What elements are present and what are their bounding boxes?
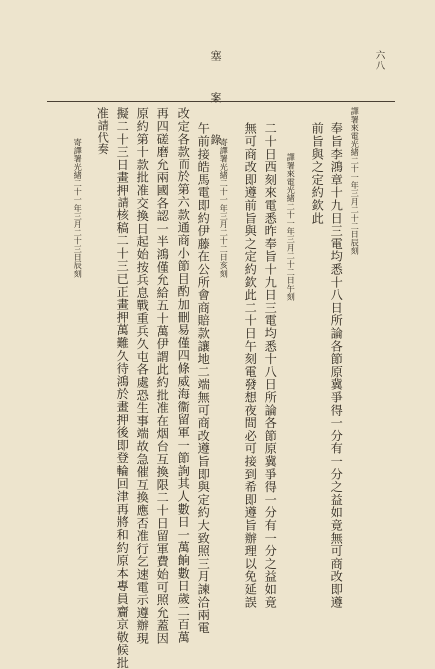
text-run: 准 [95, 107, 110, 120]
text-run: 二十日西刻來電悉昨奉旨十九日三電均悉十八日所論各節原冀爭得一分有一分之益如竟 [263, 122, 278, 609]
text-run: 擬二十三日畫押 [115, 107, 130, 197]
text-column-11 [136, 107, 148, 645]
text-column-14 [72, 138, 84, 277]
text-run: 而 [177, 158, 191, 170]
text-run: 請代奏 [96, 119, 110, 155]
text-column-10 [156, 107, 168, 645]
text-run: 午前接皓馬電即約伊藤在公所會商賠款讓地二端無可商改遵旨即與定約大致照三月諫洽兩電 [196, 122, 211, 634]
text-column-12 [116, 107, 128, 669]
text-column-3 [311, 122, 323, 224]
text-run: 核稿二十三已正畫押萬難久待鴻於畫押後即登輪回津再將和約原本專員齎京敬候批 [115, 208, 130, 669]
header-rule [47, 101, 395, 102]
text-column-9 [177, 107, 189, 643]
text-column-7 [218, 138, 230, 277]
text-run: 於第六款通商小節目酌加刪易僅四條威海衞留軍一節詢其人數日一萬餉數日歲二百萬 [176, 169, 191, 644]
text-run: 再四磋磨允兩國各認一半鴻僅允給五十萬伊謂此約批准在烟台互換限二十日留軍費始可照允蓋因 [155, 107, 170, 645]
book-title: 塞 案 錄 [209, 50, 222, 154]
text-column-2 [330, 122, 342, 608]
text-run: 寄譯署光緒二十一年三月二十三日辰刻 [73, 138, 84, 278]
text-column-1 [349, 107, 361, 255]
text-run: 寄譯署光緒二十一年三月二十二日亥刻 [219, 138, 230, 278]
text-column-13 [96, 107, 108, 155]
text-column-4 [285, 153, 297, 301]
text-run: 譯署來電光緒二十一年三月二十二日辰刻 [350, 107, 361, 255]
text-run: 無可商改即遵前旨與之定約欽此二十日午刻電發想夜間必可接到希即遵旨辦理以免延誤 [243, 122, 258, 609]
text-run: 譯署來電光緒二十一年三月二十二日午刻 [286, 153, 297, 301]
text-run: 奉旨李鴻章十九日三電均悉十八日所論各節原冀爭得一分有一分之益如竟無可商改即遵 [329, 122, 344, 609]
text-column-6 [244, 122, 256, 608]
text-run: 原約第十款批准交換日起始按兵息戰重兵久屯各處恐生事端故急催互換應否准行乞速電示遵辦現 [135, 107, 150, 645]
page-number: 六八 [373, 50, 385, 71]
text-run: 請 [116, 196, 130, 209]
text-column-8 [197, 122, 209, 634]
text-run: 改定各款 [176, 107, 191, 159]
text-run: 前旨與之定約欽此 [310, 122, 325, 225]
text-column-5 [264, 122, 276, 608]
